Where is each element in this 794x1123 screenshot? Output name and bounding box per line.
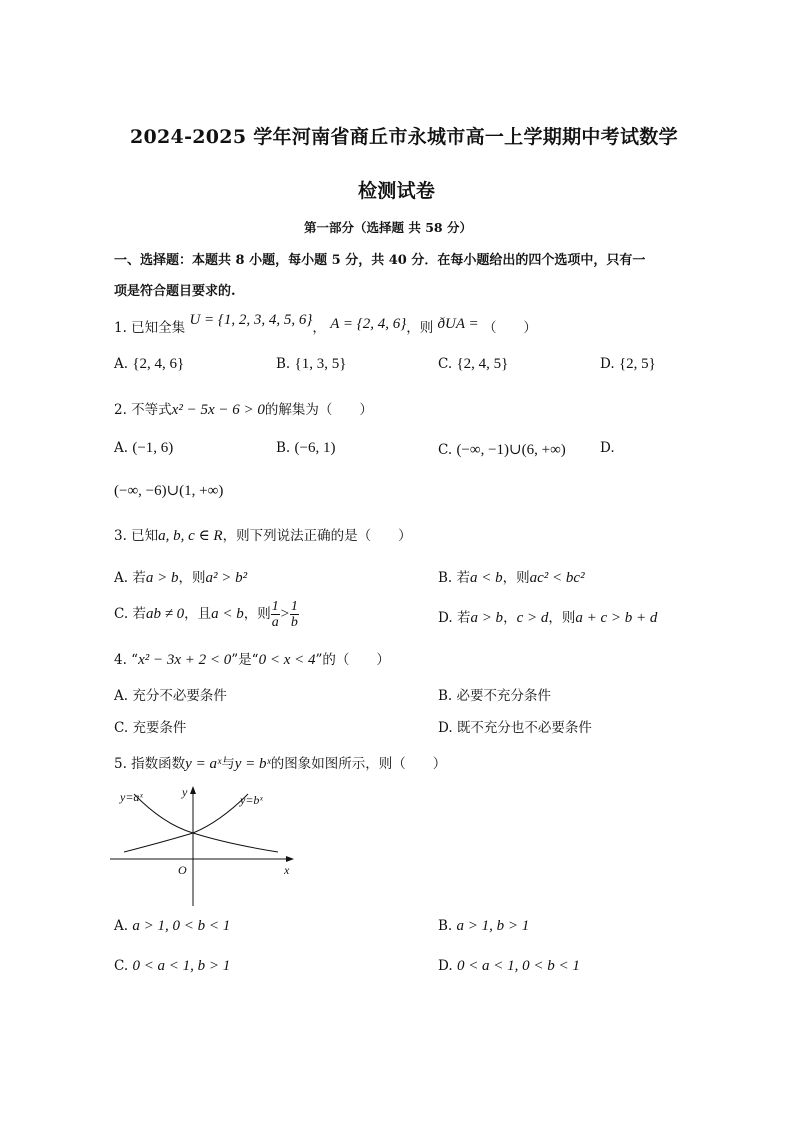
fraction-numerator: 1 (290, 599, 298, 614)
option-mid: ，则 (548, 610, 576, 626)
q2-option-b[interactable] (276, 440, 335, 457)
option-cond: ab ≠ 0 (145, 606, 185, 622)
x-axis-label: x (284, 863, 290, 877)
option-label: C. (438, 356, 453, 372)
q5-option-a[interactable] (114, 918, 230, 935)
question-5 (114, 752, 446, 773)
option-text: (−∞, −1)∪(6, +∞) (456, 442, 566, 458)
x-axis-arrow (286, 856, 294, 862)
option-label: C. (114, 606, 129, 622)
q1-stem-mid: ，则 (406, 320, 434, 336)
option-text: 0 < a < 1, b > 1 (132, 958, 231, 974)
option-result: a² > b² (205, 570, 248, 586)
option-text: {2, 5} (618, 356, 656, 372)
q1-option-a[interactable] (114, 356, 184, 373)
q5-stem-prefix: 5. 指数函数 (114, 756, 186, 772)
option-label: D. (600, 356, 615, 372)
q3-stem-prefix: 3. 已知 (114, 528, 159, 544)
q1-complement: ðUA = (437, 316, 479, 332)
option-label: A. (114, 356, 129, 372)
option-label: C. (114, 720, 129, 736)
option-pre: 若 (132, 570, 146, 586)
q4-stem-end: ”的（ ） (315, 652, 390, 668)
option-label: B. (276, 440, 291, 456)
q1-option-c[interactable] (438, 356, 508, 373)
q3-option-d[interactable] (438, 606, 657, 627)
option-label: D. (438, 720, 453, 736)
option-pre: 若 (456, 610, 471, 626)
q5-stem-end: 的图象如图所示，则（ ） (270, 756, 447, 772)
option-label: C. (114, 958, 129, 974)
q4-option-d[interactable] (438, 716, 592, 736)
fraction-numerator: 1 (271, 599, 279, 614)
option-text: {2, 4, 5} (456, 356, 509, 372)
q1-stem-prefix: 1. 已知全集 (114, 320, 186, 336)
option-mid: ，且 (184, 606, 212, 622)
option-label: A. (114, 688, 129, 704)
q5-option-b[interactable] (438, 918, 529, 935)
q1-stem-end: （ ） (482, 320, 537, 336)
q5-option-d[interactable] (438, 958, 580, 975)
option-mid: ，则 (502, 570, 530, 586)
option-text: a > 1, b > 1 (456, 918, 530, 934)
q1-option-b[interactable] (276, 356, 346, 373)
part-heading: 第一部分（选择题 共 58 分） (304, 220, 472, 235)
q1-set-a: A = {2, 4, 6} (330, 316, 407, 332)
option-text: 充要条件 (132, 720, 187, 736)
option-cond2: c > d (516, 610, 549, 626)
q4-option-b[interactable] (438, 684, 551, 704)
option-label: C. (438, 442, 453, 458)
section-heading: 一、选择题：本题共 8 小题，每小题 5 分，共 40 分．在每小题给出的四个选项中，只有一 (114, 253, 646, 268)
fraction-denominator: a (271, 615, 279, 630)
option-label: A. (114, 570, 129, 586)
q1-set-u: U = {1, 2, 3, 4, 5, 6} (189, 312, 313, 328)
option-pre: 若 (456, 570, 471, 586)
label-y-equals-a-x: y=aˣ (120, 790, 143, 804)
q1-sep: ， (312, 320, 326, 336)
page-title: 2024-2025 学年河南省商丘市永城市高一上学期期中考试数学 (130, 126, 678, 148)
q2-option-a[interactable] (114, 440, 173, 457)
q2-option-c[interactable] (438, 440, 566, 459)
question-1 (114, 312, 537, 337)
option-cond2: a < b (211, 606, 244, 622)
option-cond: a < b (470, 570, 503, 586)
option-text: 必要不充分条件 (456, 688, 552, 704)
option-text: {1, 3, 5} (294, 356, 347, 372)
q3-option-c[interactable] (114, 599, 299, 630)
option-label: B. (438, 918, 453, 934)
option-text: (−∞, −6)∪(1, +∞) (114, 483, 224, 499)
q3-option-b[interactable] (438, 566, 585, 587)
q3-option-a[interactable] (114, 566, 247, 587)
option-mid2: ，则 (243, 606, 271, 622)
option-text: a > 1, 0 < b < 1 (132, 918, 231, 934)
fraction-1-over-a (271, 599, 280, 630)
question-4 (114, 648, 390, 669)
fraction-1-over-b (290, 599, 299, 630)
q3-vars: a, b, c ∈ R (158, 528, 223, 544)
exponential-graph (108, 782, 298, 908)
option-gt: > (279, 606, 290, 622)
question-3 (114, 524, 412, 545)
label-y-equals-b-x: y=bˣ (240, 793, 263, 807)
q4-mid: ”是“ (231, 652, 259, 668)
question-2 (114, 398, 373, 419)
option-label: B. (438, 688, 453, 704)
page-title-line2: 检测试卷 (358, 180, 436, 202)
option-label: B. (276, 356, 291, 372)
option-label: D. (600, 440, 615, 456)
option-mid: ，则 (178, 570, 206, 586)
q5-mid: 与 (221, 756, 235, 772)
q4-option-c[interactable] (114, 716, 186, 736)
option-text: 0 < a < 1, 0 < b < 1 (456, 958, 580, 974)
option-cond: a > b (470, 610, 504, 626)
q5-f1: y = aˣ (185, 756, 222, 772)
q4-expr1: x² − 3x + 2 < 0 (138, 652, 232, 668)
option-result: ac² < bc² (529, 570, 585, 586)
option-result: a + c > b + d (575, 610, 658, 626)
q2-stem-prefix: 2. 不等式 (114, 402, 172, 418)
origin-label: O (178, 863, 187, 877)
q5-option-c[interactable] (114, 958, 230, 975)
y-axis-label: y (182, 785, 188, 799)
q2-option-d-label[interactable] (600, 440, 615, 456)
option-text: 充分不必要条件 (132, 688, 227, 704)
q5-f2: y = bˣ (234, 756, 271, 772)
option-label: A. (114, 918, 129, 934)
option-text: 既不充分也不必要条件 (456, 720, 592, 736)
q4-stem-prefix: 4. “ (114, 652, 139, 668)
option-label: A. (114, 440, 129, 456)
option-label: B. (438, 570, 453, 586)
option-label: D. (438, 610, 453, 626)
q3-stem-end: ，则下列说法正确的是（ ） (222, 528, 412, 544)
option-text: (−1, 6) (132, 440, 174, 456)
option-text: (−6, 1) (294, 440, 336, 456)
fraction-denominator: b (290, 615, 298, 630)
q2-option-d[interactable] (114, 481, 223, 500)
q4-option-a[interactable] (114, 684, 227, 704)
option-cond: a > b (145, 570, 179, 586)
option-pre: 若 (132, 606, 146, 622)
q1-option-d[interactable] (600, 356, 656, 373)
option-text: {2, 4, 6} (132, 356, 185, 372)
y-axis-arrow (190, 786, 196, 794)
option-sep: ， (503, 610, 517, 626)
q2-expr: x² − 5x − 6 > 0 (171, 402, 265, 418)
q2-stem-end: 的解集为（ ） (264, 402, 373, 418)
section-heading-cont: 项是符合题目要求的. (114, 284, 236, 299)
option-label: D. (438, 958, 453, 974)
q4-expr2: 0 < x < 4 (258, 652, 316, 668)
